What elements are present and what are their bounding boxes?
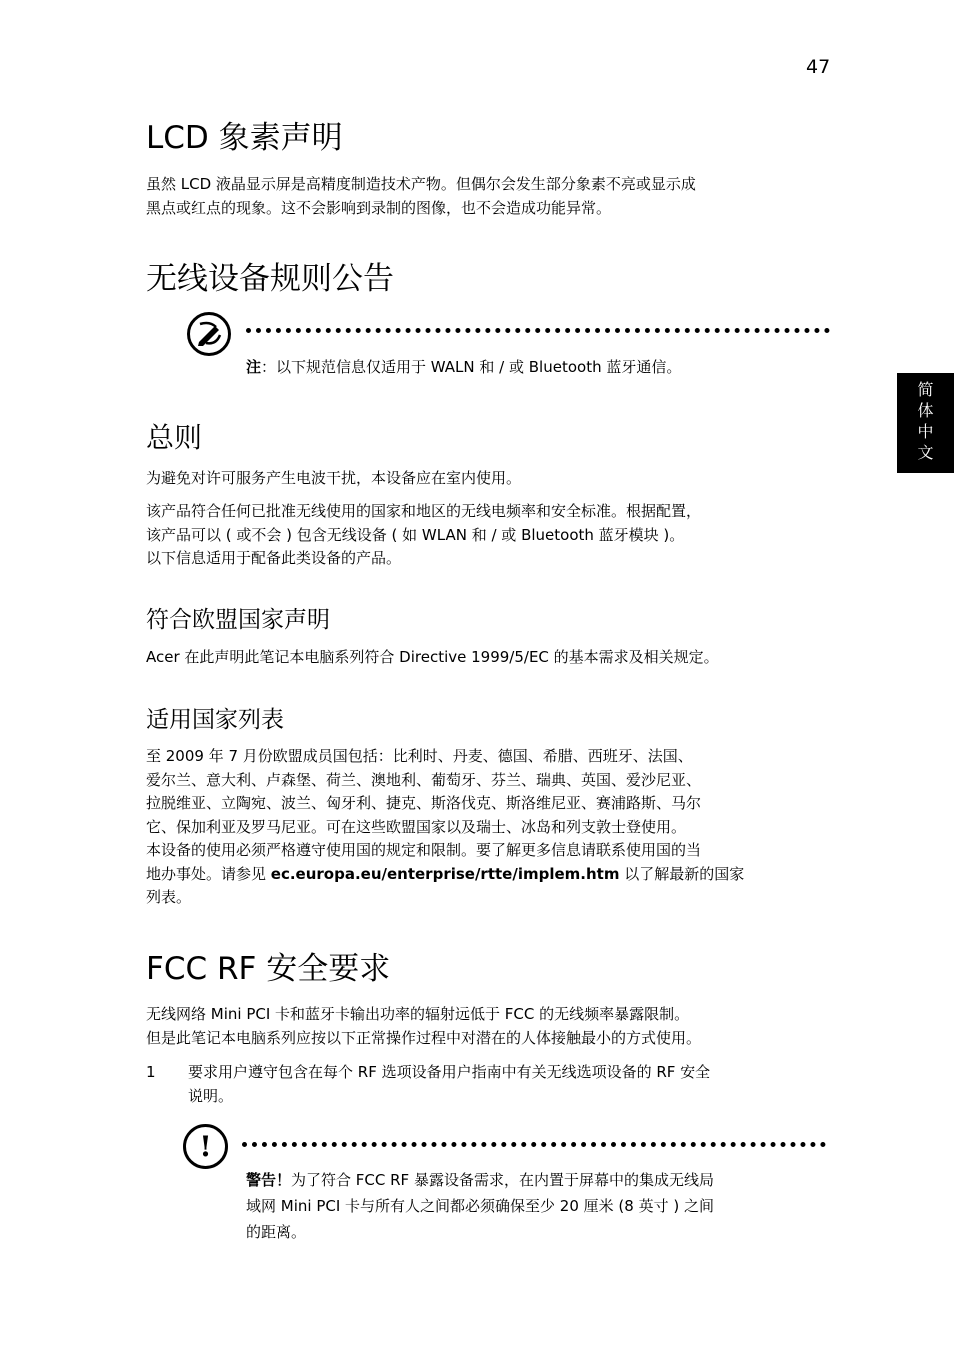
heading-wireless: 无线设备规则公告 — [146, 261, 394, 297]
text-line: 黑点或红点的现象。这不会影响到录制的图像，也不会造成功能异常。 — [146, 198, 612, 217]
countries-paragraph — [146, 745, 832, 910]
text-line: 拉脱维亚、立陶宛、波兰、匈牙利、捷克、斯洛伐克、斯洛维尼亚、赛浦路斯、马尔 — [146, 794, 702, 812]
fcc-paragraph — [146, 1003, 832, 1050]
text-line: 说明。 — [188, 1086, 234, 1105]
list-item — [188, 1061, 828, 1108]
text-fragment: 地办事处。请参见 — [146, 864, 271, 883]
language-side-tab — [897, 373, 954, 473]
text-line: 它、保加利亚及罗马尼亚。可在这些欧盟国家以及瑞士、冰岛和列支敦士登使用。 — [146, 817, 687, 836]
text-line: 列表。 — [146, 888, 192, 906]
general-paragraph-1 — [146, 467, 832, 491]
note-text — [246, 354, 826, 380]
heading-fcc: FCC RF 安全要求 — [146, 951, 391, 987]
europa-link[interactable]: ec.europa.eu/enterprise/rtte/implem.htm — [270, 864, 620, 883]
text-line: 虽然 LCD 液晶显示屏是高精度制造技术产物。但偶尔会发生部分象素不亮或显示成 — [146, 175, 696, 193]
side-tab-char: 体 — [917, 401, 934, 420]
heading-general: 总则 — [146, 421, 203, 454]
heading-eu-declaration: 符合欧盟国家声明 — [146, 607, 330, 633]
side-tab-char: 中 — [917, 422, 934, 441]
side-tab-char: 简 — [917, 380, 934, 399]
text-line: 域网 Mini PCI 卡与所有人之间都必须确保至少 20 厘米 (8 英寸 ) 之间 — [246, 1197, 714, 1215]
eu-paragraph — [146, 646, 832, 670]
text-line: 但是此笔记本电脑系列应按以下正常操作过程中对潜在的人体接触最小的方式使用。 — [146, 1028, 702, 1047]
text-line: 该产品可以 ( 或不会 ) 包含无线设备 ( 如 WLAN 和 / 或 Bluetooth 蓝牙模块 )。 — [146, 525, 685, 544]
text-line: 要求用户遵守包含在每个 RF 选项设备用户指南中有关无线选项设备的 RF 安全 — [188, 1063, 711, 1081]
warning-label: 警告！ — [246, 1171, 292, 1189]
note-body: ：以下规范信息仅适用于 WALN 和 / 或 Bluetooth 蓝牙通信。 — [261, 358, 682, 376]
text-line: 为避免对许可服务产生电波干扰，本设备应在室内使用。 — [146, 469, 522, 487]
lcd-paragraph — [146, 173, 832, 220]
page-number: 47 — [806, 56, 831, 78]
warning-icon — [183, 1124, 228, 1169]
text-line: 爱尔兰、意大利、卢森堡、荷兰、澳地利、葡萄牙、芬兰、瑞典、英国、爱沙尼亚、 — [146, 770, 702, 789]
text-line: Acer 在此声明此笔记本电脑系列符合 Directive 1999/5/EC 的基本需求及相关规定。 — [146, 648, 719, 666]
note-label: 注 — [246, 358, 262, 376]
warning-divider — [242, 1142, 826, 1147]
list-number: 1 — [146, 1063, 156, 1081]
text-line: 以下信息适用于配备此类设备的产品。 — [146, 549, 402, 567]
text-line: 无线网络 Mini PCI 卡和蓝牙卡输出功率的辐射远低于 FCC 的无线频率暴露限制。 — [146, 1005, 690, 1023]
side-tab-char: 文 — [917, 443, 934, 462]
text-line: 本设备的使用必须严格遵守使用国的规定和限制。要了解更多信息请联系使用国的当 — [146, 841, 702, 859]
text-line — [146, 863, 832, 887]
text-line: 至 2009 年 7 月份欧盟成员国包括：比利时、丹麦、德国、希腊、西班牙、法国、 — [146, 747, 693, 765]
note-icon-glyph — [194, 319, 224, 349]
text-fragment: 为了符合 FCC RF 暴露设备需求，在内置于屏幕中的集成无线局 — [291, 1171, 714, 1189]
warning-text — [246, 1167, 826, 1245]
heading-countries: 适用国家列表 — [146, 707, 284, 733]
text-line: 该产品符合任何已批准无线使用的国家和地区的无线电频率和安全标准。根据配置， — [146, 502, 702, 520]
text-line: 的距离。 — [246, 1223, 307, 1241]
heading-lcd: LCD 象素声明 — [146, 120, 343, 156]
text-fragment: 以了解最新的国家 — [619, 864, 745, 883]
note-icon — [187, 312, 231, 356]
warning-symbol: ! — [199, 1130, 212, 1163]
note-divider — [246, 328, 830, 333]
general-paragraph-2 — [146, 500, 832, 571]
